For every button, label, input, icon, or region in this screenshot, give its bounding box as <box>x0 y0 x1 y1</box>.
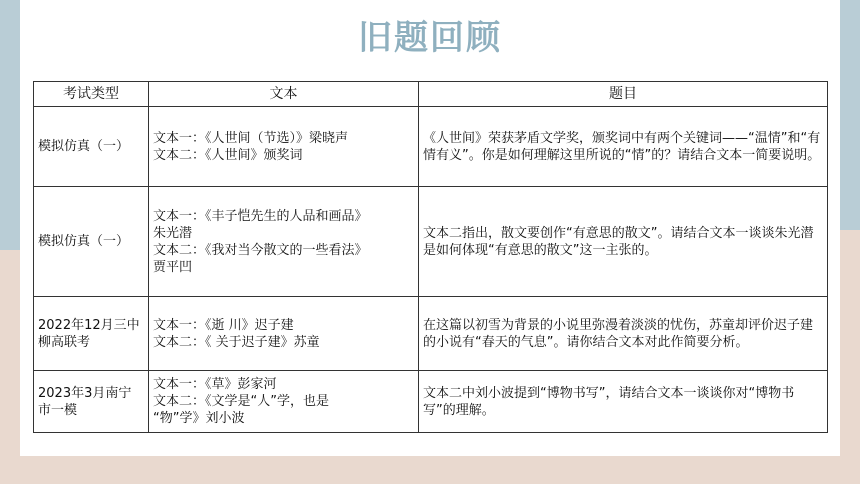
question-cell: 《人世间》荣获茅盾文学奖，颁奖词中有两个关键词——“温情”和“有情有义”。你是如何理解这里所说的“情”的？请结合文本一简要说明。 <box>419 107 828 187</box>
text-line: 文本一：《草》彭家河 <box>153 377 277 392</box>
exam-type-cell: 2022年12月三中柳高联考 <box>34 297 149 371</box>
exam-review-table <box>33 81 828 433</box>
text-line: 朱光潜 <box>153 225 193 241</box>
exam-type-cell: 模拟仿真（一） <box>34 107 149 187</box>
question-cell: 在这篇以初雪为背景的小说里弥漫着淡淡的忧伤，苏童却评价迟子建的小说有“春天的气息”。请你结合文本对此作简要分析。 <box>419 297 828 371</box>
header-text: 文本 <box>149 82 419 107</box>
text-line: 文本二：《文学是“人”学，也是 <box>153 394 329 409</box>
text-cell <box>149 297 419 371</box>
header-question: 题目 <box>419 82 828 107</box>
text-line: 文本二：《 关于迟子建》苏童 <box>153 334 320 350</box>
text-cell <box>149 371 419 433</box>
table-row <box>34 297 828 371</box>
text-line: 文本一：《丰子恺先生的人品和画品》 <box>153 208 368 224</box>
table-row <box>34 107 828 187</box>
text-line: 文本二：《我对当今散文的一些看法》 <box>153 242 368 258</box>
text-line: “物”学》刘小波 <box>153 411 245 426</box>
text-line: 贾平凹 <box>153 259 193 275</box>
text-line: 文本一：《逝 川》迟子建 <box>153 317 294 333</box>
exam-type-cell: 模拟仿真（一） <box>34 187 149 297</box>
text-line: 文本一：《人世间（节选）》梁晓声 <box>153 130 349 146</box>
table-header-row <box>34 82 828 107</box>
question-cell: 文本二指出，散文要创作“有意思的散文”。请结合文本一谈谈朱光潜是如何体现“有意思的散文”这一主张的。 <box>419 187 828 297</box>
exam-type-cell: 2023年3月南宁市一模 <box>34 371 149 433</box>
page-title: 旧题回顾 <box>358 18 502 58</box>
slide-card <box>20 0 840 456</box>
text-line: 文本二：《人世间》颁奖词 <box>153 147 303 163</box>
header-exam-type: 考试类型 <box>34 82 149 107</box>
text-cell <box>149 187 419 297</box>
table-row <box>34 371 828 433</box>
text-cell <box>149 107 419 187</box>
table-row <box>34 187 828 297</box>
question-cell: 文本二中刘小波提到“博物书写”，请结合文本一谈谈你对“博物书写”的理解。 <box>419 371 828 433</box>
